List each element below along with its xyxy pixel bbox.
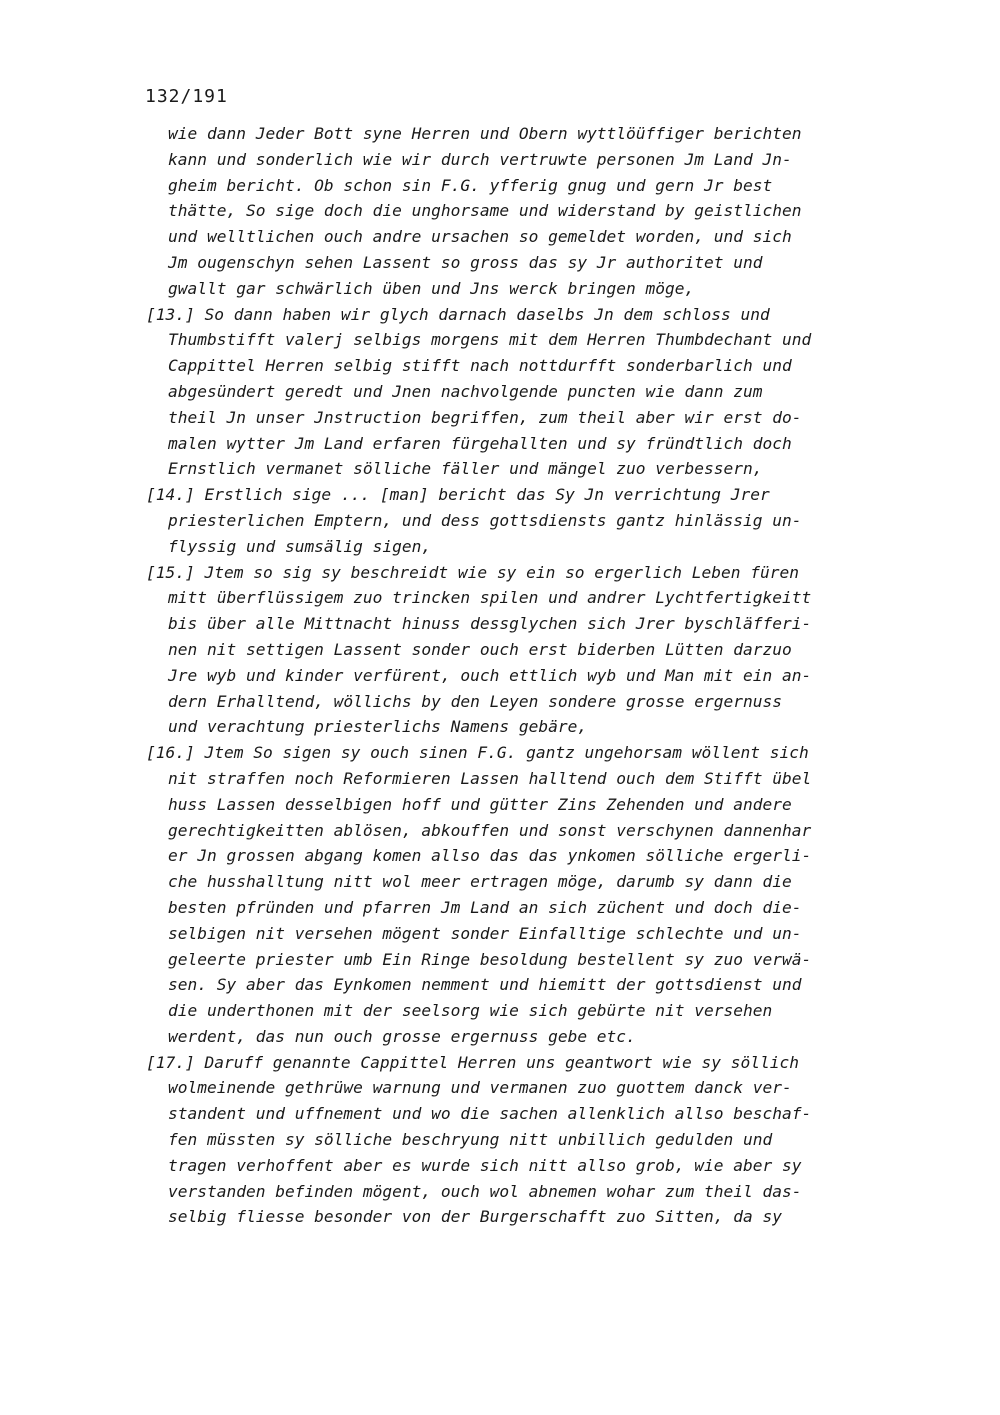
text-line: nen nit settigen Lassent sonder ouch erst biderben Lütten darzuo: [168, 639, 792, 659]
text-line: geleerte priester umb Ein Ringe besoldung bestellent sy zuo verwä-: [168, 949, 812, 969]
text-line: che husshalltung nitt wol meer ertragen möge, darumb sy dann die: [168, 872, 792, 892]
text-line: dern Erhalltend, wöllichs by den Leyen sondere grosse ergernuss: [168, 691, 782, 711]
text-line: malen wytter Jm Land erfaren fürgehallten und sy fründtlich doch: [168, 433, 792, 453]
text-line: [13.] So dann haben wir glych darnach daselbs Jn dem schloss und: [146, 304, 770, 324]
text-line: und welltlichen ouch andre ursachen so gemeldet worden, und sich: [168, 227, 792, 247]
text-line: fen müssten sy sölliche beschryung nitt unbillich gedulden und: [168, 1130, 773, 1150]
text-line: Thumbstifft valerj selbigs morgens mit dem Herren Thumbdechant und: [168, 330, 812, 350]
text-line: theil Jn unser Jnstruction begriffen, zum theil aber wir erst do-: [168, 407, 802, 427]
text-line: Jm ougenschyn sehen Lassent so gross das sy Jr authoritet und: [168, 252, 763, 272]
text-line: [15.] Jtem so sig sy beschreidt wie sy ein so ergerlich Leben füren: [146, 562, 799, 582]
text-line: flyssig und sumsälig sigen,: [168, 536, 432, 556]
text-line: wolmeinende gethrüwe warnung und vermanen zuo guottem danck ver-: [168, 1078, 792, 1098]
text-line: Ernstlich vermanet sölliche fäller und mängel zuo verbessern,: [168, 459, 763, 479]
text-line: nit straffen noch Reformieren Lassen halltend ouch dem Stifft übel: [168, 768, 812, 788]
text-line: die underthonen mit der seelsorg wie sich gebürte nit versehen: [168, 1001, 773, 1021]
text-line: besten pfründen und pfarren Jm Land an sich züchent und doch die-: [168, 897, 802, 917]
text-line: sen. Sy aber das Eynkomen nemment und hiemitt der gottsdienst und: [168, 975, 802, 995]
text-line: [17.] Daruff genannte Cappittel Herren uns geantwort wie sy söllich: [146, 1052, 799, 1072]
text-line: [16.] Jtem So sigen sy ouch sinen F.G. gantz ungehorsam wöllent sich: [146, 743, 809, 763]
text-line: huss Lassen desselbigen hoff und gütter Zins Zehenden und andere: [168, 794, 792, 814]
text-line: selbig fliesse besonder von der Burgerschafft zuo Sitten, da sy: [168, 1207, 782, 1227]
text-line: Cappittel Herren selbig stifft nach nottdurfft sonderbarlich und: [168, 356, 792, 376]
text-line: mitt überflüssigem zuo trincken spilen und andrer Lychtfertigkeitt: [168, 588, 812, 608]
text-line: verstanden befinden mögent, ouch wol abnemen wohar zum theil das-: [168, 1181, 802, 1201]
text-line: Jre wyb und kinder verfürent, ouch ettlich wyb und Man mit ein an-: [168, 665, 812, 685]
text-line: er Jn grossen abgang komen allso das das ynkomen sölliche ergerli-: [168, 846, 812, 866]
text-line: bis über alle Mittnacht hinuss dessglychen sich Jrer byschläfferi-: [168, 614, 812, 634]
text-line: thätte, So sige doch die unghorsame und widerstand by geistlichen: [168, 201, 802, 221]
text-line: priesterlichen Emptern, und dess gottsdiensts gantz hinlässig un-: [168, 510, 802, 530]
text-line: und verachtung priesterlichs Namens gebäre,: [168, 717, 588, 737]
document-body: [146, 121, 946, 1230]
text-line: kann und sonderlich wie wir durch vertruwte personen Jm Land Jn-: [168, 149, 792, 169]
text-line: wie dann Jeder Bott syne Herren und Obern wyttlöüffiger berichten: [168, 124, 802, 143]
text-line: [14.] Erstlich sige ... [man] bericht das Sy Jn verrichtung Jrer: [146, 485, 770, 505]
text-line: tragen verhoffent aber es wurde sich nitt allso grob, wie aber sy: [168, 1155, 802, 1175]
text-line: werdent, das nun ouch grosse ergernuss gebe etc.: [168, 1026, 636, 1046]
text-line: standent und uffnement und wo die sachen allenklich allso beschaf-: [168, 1104, 812, 1124]
text-line: selbigen nit versehen mögent sonder Einfalltige schlechte und un-: [168, 923, 802, 943]
text-line: abgesündert geredt und Jnen nachvolgende puncten wie dann zum: [168, 381, 763, 401]
text-line: gerechtigkeitten ablösen, abkouffen und sonst verschynen dannenhar: [168, 820, 812, 840]
page-number: 132/191: [145, 86, 228, 107]
text-line: gwallt gar schwärlich üben und Jns werck bringen möge,: [168, 278, 695, 298]
text-line: gheim bericht. Ob schon sin F.G. yfferig gnug und gern Jr best: [168, 175, 773, 195]
